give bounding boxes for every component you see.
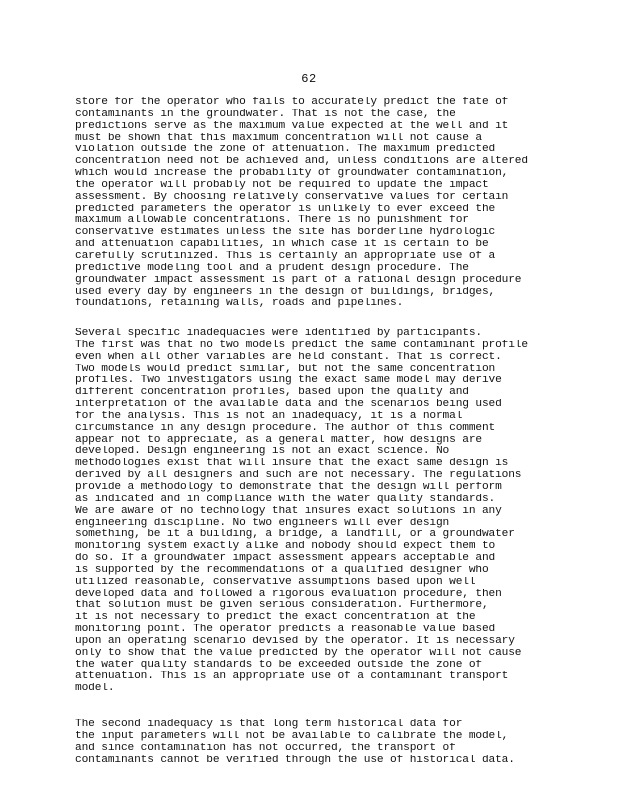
text-line: which would increase the probability of groundwater contamination, bbox=[75, 168, 509, 180]
text-line: profiles. Two investigators using the exact same model may derive bbox=[75, 375, 502, 387]
text-line: foundations, retaining walls, roads and pipelines. bbox=[75, 298, 404, 310]
text-line: predictions serve as the maximum value expected at the well and it bbox=[75, 120, 509, 132]
text-line: monitoring point. The operator predicts a reasonable value based bbox=[75, 624, 496, 636]
text-line: methodologies exist that will insure that the exact same design is bbox=[75, 458, 509, 470]
text-line: only to show that the value predicted by the operator will not cause bbox=[75, 647, 522, 659]
text-line: developed data and followed a rigorous evaluation procedure, then bbox=[75, 588, 502, 600]
text-line: carefully scrutinized. This is certainly an appropriate use of a bbox=[75, 250, 496, 262]
text-line: violation outside the zone of attenuation. The maximum predicted bbox=[75, 144, 496, 156]
text-line: and attenuation capabilities, in which case it is certain to be bbox=[75, 239, 489, 251]
text-line: predicted parameters the operator is unlikely to ever exceed the bbox=[75, 203, 496, 215]
paragraph-2 bbox=[75, 328, 555, 695]
text-line: contaminants in the groundwater. That is not the case, the bbox=[75, 108, 456, 120]
text-line: engineering discipline. No two engineers will ever design bbox=[75, 517, 450, 529]
text-line: interpretation of the available data and the scenarios being used bbox=[75, 399, 502, 411]
text-line: attenuation. This is an appropriate use of a contaminant transport bbox=[75, 671, 509, 683]
text-line: even when all other variables are held constant. That is correct. bbox=[75, 351, 502, 363]
text-line: used every day by engineers in the design of buildings, bridges, bbox=[75, 286, 496, 298]
page-number: 62 bbox=[301, 72, 317, 86]
text-line: that solution must be given serious consideration. Furthermore, bbox=[75, 600, 489, 612]
text-line: utilized reasonable, conservative assumptions based upon well bbox=[75, 576, 476, 588]
text-line: appear not to appreciate, as a general matter, how designs are bbox=[75, 434, 482, 446]
text-line: must be shown that this maximum concentration will not cause a bbox=[75, 132, 482, 144]
paragraph-1 bbox=[75, 97, 555, 310]
text-line: Two models would predict similar, but not the same concentration bbox=[75, 363, 496, 375]
text-line: something, be it a building, a bridge, a landfill, or a groundwater bbox=[75, 529, 515, 541]
text-line: We are aware of no technology that insures exact solutions in any bbox=[75, 505, 502, 517]
text-line: The second inadequacy is that long term historical data for bbox=[75, 719, 463, 730]
text-line: developed. Design engineering is not an exact science. No bbox=[75, 446, 450, 458]
text-line: as indicated and in compliance with the water quality standards. bbox=[75, 493, 496, 505]
text-line: maximum allowable concentrations. There is no punishment for bbox=[75, 215, 469, 227]
text-line: contaminants cannot be verified through the use of historical data. bbox=[75, 754, 515, 766]
text-line: model. bbox=[75, 683, 115, 695]
text-line: is supported by the recommendations of a qualified designer who bbox=[75, 564, 489, 576]
text-line: derived by all designers and such are not necessary. The regulations bbox=[75, 470, 522, 482]
text-line: for the analysis. This is not an inadequacy, it is a normal bbox=[75, 410, 463, 422]
text-line: circumstance in any design procedure. The author of this comment bbox=[75, 422, 496, 434]
text-line: conservative estimates unless the site has borderline hydrologic bbox=[75, 227, 496, 239]
text-line: groundwater impact assessment is part of a rational design procedure bbox=[75, 274, 522, 286]
text-line: The first was that no two models predict the same contaminant profile bbox=[75, 339, 528, 351]
text-line: the water quality standards to be exceeded outside the zone of bbox=[75, 659, 482, 671]
text-line: the input parameters will not be available to calibrate the model, bbox=[75, 730, 509, 742]
text-line: and since contamination has not occurred, the transport of bbox=[75, 742, 456, 754]
text-line: predictive modeling tool and a prudent design procedure. The bbox=[75, 262, 469, 274]
text-line: upon an operating scenario devised by the operator. It is necessary bbox=[75, 635, 515, 647]
text-line: concentration need not be achieved and, unless conditions are altered bbox=[75, 156, 528, 168]
text-line: do so. If a groundwater impact assessment appears acceptable and bbox=[75, 553, 496, 565]
text-line: it is not necessary to predict the exact concentration at the bbox=[75, 612, 476, 624]
text-line: store for the operator who fails to accurately predict the fate of bbox=[75, 97, 509, 108]
paragraph-3 bbox=[75, 719, 555, 766]
text-line: the operator will probably not be required to update the impact bbox=[75, 179, 489, 191]
text-line: monitoring system exactly alike and nobody should expect them to bbox=[75, 541, 496, 553]
text-line: assessment. By choosing relatively conservative values for certain bbox=[75, 191, 509, 203]
text-line: provide a methodology to demonstrate that the design will perform bbox=[75, 481, 502, 493]
text-line: different concentration profiles, based upon the quality and bbox=[75, 387, 469, 399]
text-line: Several specific inadequacies were identified by participants. bbox=[75, 328, 482, 339]
